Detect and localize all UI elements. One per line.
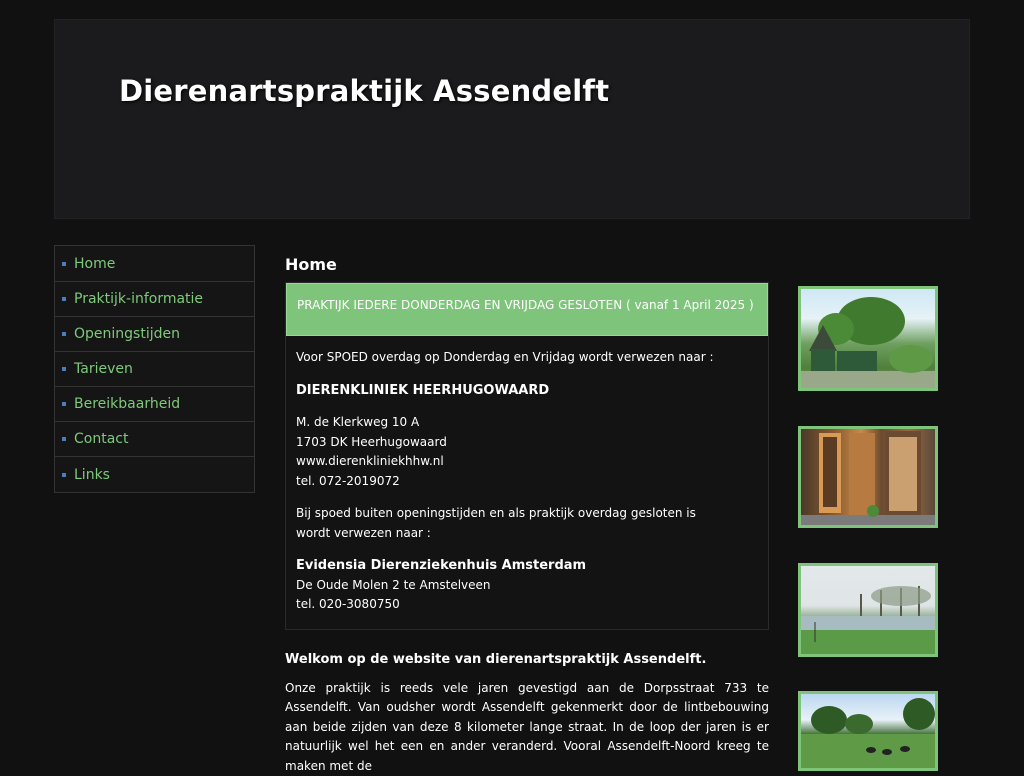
page-title: Home — [285, 255, 769, 274]
intro-paragraph: Onze praktijk is reeds vele jaren gevestigd aan de Dorpsstraat 733 te Assendelft. Van oudsher wordt Assendelft gekenmerkt door de lintbebouwing aan beide zijden van deze 8 kilometer lange straat. In de loop der jaren is er natuurlijk wel het een en ander veranderd. Vooral Assendelft-Noord kreeg te maken met de — [285, 679, 769, 776]
clinic-address-line-2: 1703 DK Heerhugowaard — [296, 433, 758, 453]
nav-item-praktijk-informatie[interactable] — [55, 282, 254, 317]
closure-banner: PRAKTIJK IEDERE DONDERDAG EN VRIJDAG GESLOTEN ( vanaf 1 April 2025 ) — [286, 283, 768, 336]
nav-item-home[interactable] — [55, 246, 254, 282]
site-title: Dierenartspraktijk Assendelft — [119, 74, 609, 108]
nav-item-label: Openingstijden — [74, 326, 180, 342]
meadow-photo — [798, 691, 938, 771]
after-hours-line-2: wordt verwezen naar : — [296, 524, 758, 544]
door-photo — [798, 426, 938, 528]
bullet-icon — [62, 262, 66, 266]
site-header — [54, 19, 970, 219]
bullet-icon — [62, 367, 66, 371]
nav-item-label: Praktijk-informatie — [74, 291, 203, 307]
hospital-name: Evidensia Dierenziekenhuis Amsterdam — [296, 556, 758, 576]
main-navigation — [54, 245, 255, 493]
spoed-intro: Voor SPOED overdag op Donderdag en Vrijdag wordt verwezen naar : — [296, 348, 758, 368]
bullet-icon — [62, 332, 66, 336]
welcome-heading: Welkom op de website van dierenartspraktijk Assendelft. — [285, 652, 769, 667]
nav-item-label: Tarieven — [74, 361, 133, 377]
nav-item-label: Links — [74, 467, 110, 483]
clinic-website: www.dierenkliniekhhw.nl — [296, 452, 758, 472]
nav-item-label: Bereikbaarheid — [74, 396, 180, 412]
clinic-address-line-1: M. de Klerkweg 10 A — [296, 413, 758, 433]
nav-item-tarieven[interactable] — [55, 352, 254, 387]
closure-notice — [285, 282, 769, 630]
hospital-phone: tel. 020-3080750 — [296, 595, 758, 615]
bullet-icon — [62, 437, 66, 441]
canal-photo — [798, 563, 938, 657]
nav-item-label: Contact — [74, 431, 128, 447]
clinic-phone: tel. 072-2019072 — [296, 472, 758, 492]
nav-item-label: Home — [74, 256, 115, 272]
after-hours-line-1: Bij spoed buiten openingstijden en als praktijk overdag gesloten is — [296, 504, 758, 524]
bullet-icon — [62, 297, 66, 301]
notice-body — [286, 336, 768, 629]
nav-item-links[interactable] — [55, 457, 254, 492]
nav-item-openingstijden[interactable] — [55, 317, 254, 352]
nav-item-bereikbaarheid[interactable] — [55, 387, 254, 422]
hospital-address: De Oude Molen 2 te Amstelveen — [296, 576, 758, 596]
bullet-icon — [62, 402, 66, 406]
clinic-name: DIERENKLINIEK HEERHUGOWAARD — [296, 381, 758, 401]
main-content — [285, 255, 769, 776]
nav-item-contact[interactable] — [55, 422, 254, 457]
farmhouse-photo — [798, 286, 938, 391]
bullet-icon — [62, 473, 66, 477]
